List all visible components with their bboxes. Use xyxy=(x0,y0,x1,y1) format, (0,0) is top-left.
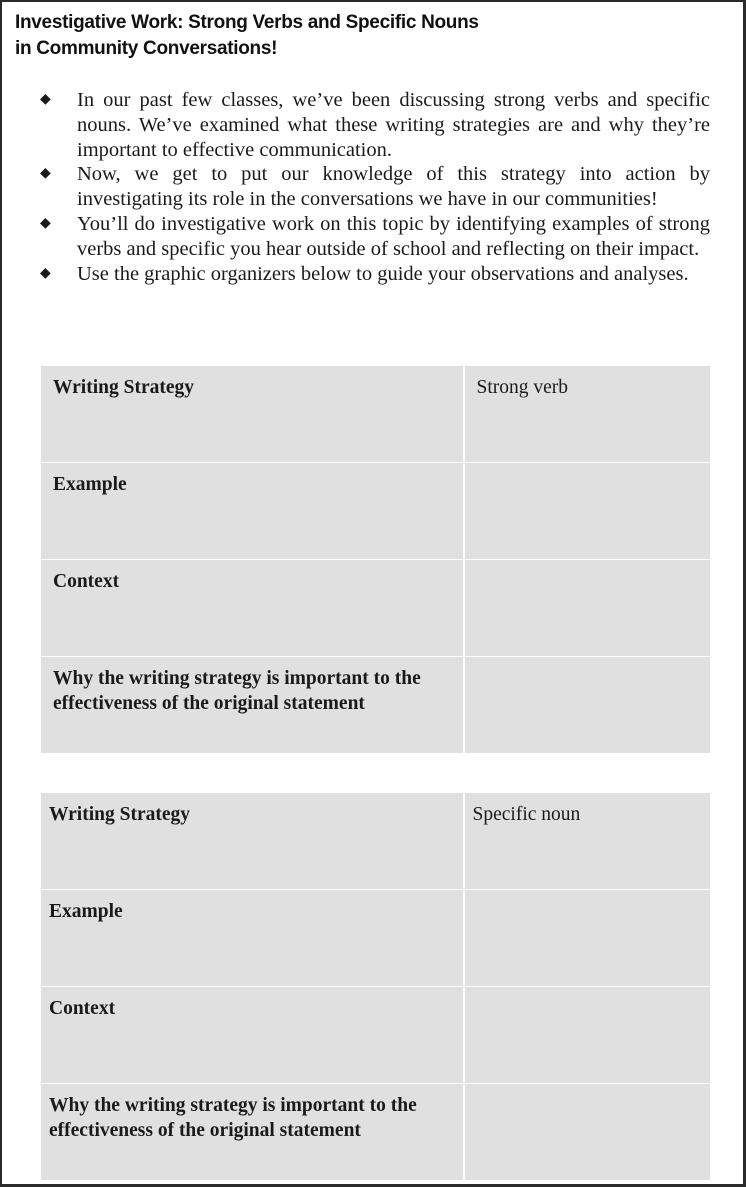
row-label-context: Context xyxy=(41,987,463,1083)
cell-example-answer[interactable] xyxy=(465,890,711,986)
row-label-example: Example xyxy=(41,463,463,559)
row-label-why-important: Why the writing strategy is important to the effectiveness of the original statement xyxy=(41,1084,463,1180)
instruction-list xyxy=(40,88,710,286)
cell-context-answer[interactable] xyxy=(465,560,711,656)
graphic-organizer-specific-noun xyxy=(41,793,710,1180)
cell-why-important-answer[interactable] xyxy=(465,657,711,753)
row-label-context: Context xyxy=(41,560,463,656)
diamond-bullet-icon: ◆ xyxy=(40,166,51,182)
row-label-writing-strategy: Writing Strategy xyxy=(41,793,463,889)
diamond-bullet-icon: ◆ xyxy=(40,92,51,107)
row-label-why-important: Why the writing strategy is important to the effectiveness of the original statement xyxy=(41,657,463,753)
cell-context-answer[interactable] xyxy=(465,987,711,1083)
instruction-item xyxy=(40,162,710,212)
instruction-text: Now, we get to put our knowledge of this strategy into action by investigating its role in the conversations we have in our communities! xyxy=(77,163,710,211)
diamond-bullet-icon: ◆ xyxy=(40,265,51,281)
diamond-bullet-icon: ◆ xyxy=(40,215,51,231)
page-title xyxy=(15,10,479,62)
instruction-text: In our past few classes, we’ve been discussing strong verbs and specific nouns. We’ve examined what these writing strategies are and why they’re important to effective communication. xyxy=(77,89,710,161)
cell-writing-strategy-value[interactable]: Strong verb xyxy=(465,366,711,462)
instruction-item xyxy=(40,262,710,287)
instruction-text: Use the graphic organizers below to guide your observations and analyses. xyxy=(77,262,689,285)
instruction-item xyxy=(40,212,710,262)
cell-writing-strategy-value[interactable]: Specific noun xyxy=(465,793,711,889)
graphic-organizer-strong-verb xyxy=(41,366,710,753)
instruction-text: You’ll do investigative work on this topic by identifying examples of strong verbs and specific you hear outside of school and reflecting on their impact. xyxy=(77,212,710,260)
row-label-writing-strategy: Writing Strategy xyxy=(41,366,463,462)
cell-why-important-answer[interactable] xyxy=(465,1084,711,1180)
title-line-1: Investigative Work: Strong Verbs and Specific Nouns xyxy=(15,12,479,33)
row-label-example: Example xyxy=(41,890,463,986)
title-line-2: in Community Conversations! xyxy=(15,38,278,59)
cell-example-answer[interactable] xyxy=(465,463,711,559)
instruction-item xyxy=(40,88,710,162)
